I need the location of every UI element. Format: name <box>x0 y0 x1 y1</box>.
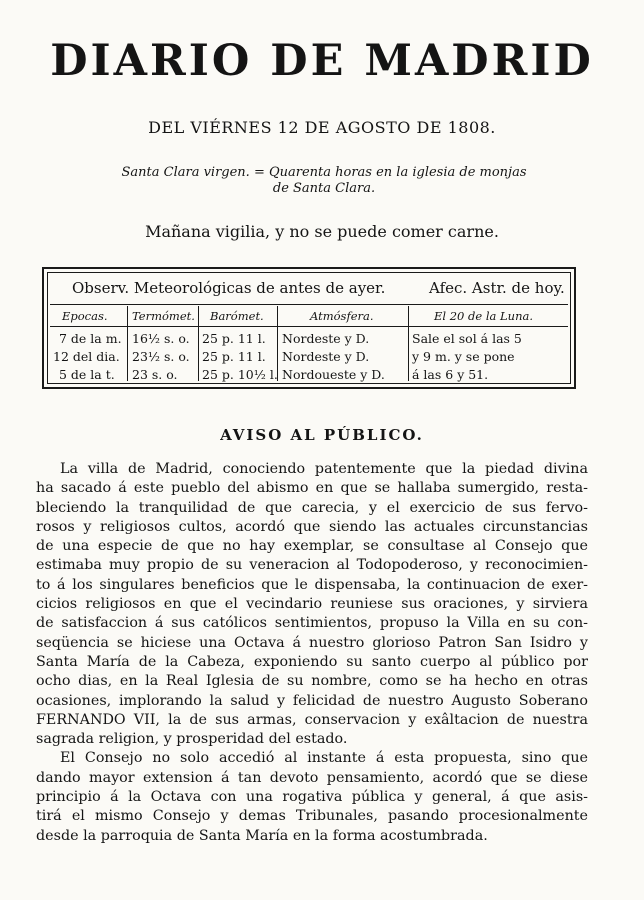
divider <box>50 304 568 305</box>
weather-observations-table <box>42 267 576 389</box>
article-line: de una especie de que no hay exemplar, se consultase al Consejo que <box>36 538 588 555</box>
table-cell: Sale el sol á las 5 <box>412 331 522 346</box>
table-cell: 12 del dia. <box>53 349 120 364</box>
table-cell: 5 de la t. <box>59 367 115 382</box>
article-line: estimaba muy propio de su veneracion al Todopoderoso, y reconocimien- <box>36 557 588 574</box>
weather-table-header: Observ. Meteorológicas de antes de ayer. <box>72 279 386 297</box>
table-cell: 25 p. 11 l. <box>202 349 266 364</box>
table-cell: 23½ s. o. <box>132 349 190 364</box>
article-line: FERNANDO VII, la de sus armas, conservacion y exâltacion de nuestra <box>36 711 588 728</box>
table-cell: Nordoueste y D. <box>282 367 385 382</box>
column-header: Termómet. <box>132 309 195 323</box>
issue-dateline: DEL VIÉRNES 12 DE AGOSTO DE 1808. <box>148 118 496 137</box>
table-cell: 7 de la m. <box>59 331 122 346</box>
column-divider <box>198 306 199 381</box>
table-cell: 25 p. 10½ l. <box>202 367 278 382</box>
article-line: Santa María de la Cabeza, exponiendo su santo cuerpo al público por <box>36 653 588 670</box>
table-cell: y 9 m. y se pone <box>412 349 515 364</box>
column-divider <box>127 306 128 381</box>
table-cell: 23 s. o. <box>132 367 178 382</box>
table-cell: 16½ s. o. <box>132 331 190 346</box>
article-line: de satisfaccion á sus católicos sentimientos, propuso la Villa en su con- <box>36 615 588 632</box>
article-line: El Consejo no solo accedió al instante á esta propuesta, sino que <box>60 750 588 767</box>
article-line: principio á la Octava con una rogativa pública y general, á que asis- <box>36 789 588 806</box>
table-cell: Nordeste y D. <box>282 349 370 364</box>
vigil-notice: Mañana vigilia, y no se puede comer carne. <box>145 222 499 241</box>
article-line: ocho dias, en la Real Iglesia de su nombre, como se ha hecho en otras <box>36 673 588 690</box>
table-cell: á las 6 y 51. <box>412 367 489 382</box>
article-line: bleciendo la tranquilidad de que carecia, y el exercicio de sus fervo- <box>36 499 588 516</box>
article-line: seqüencia se hiciese una Octava á nuestro glorioso Patron San Isidro y <box>36 634 588 651</box>
article-line: rosos y religiosos cultos, acordó que siendo las actuales circunstancias <box>36 518 588 535</box>
column-header: Atmósfera. <box>310 309 374 323</box>
column-header: Epocas. <box>62 309 108 323</box>
saints-line: de Santa Clara. <box>272 181 376 196</box>
article-line: dando mayor extension á tan devoto pensamiento, acordó que se diese <box>36 769 588 786</box>
article-line: cicios religiosos en que el vecindario reuniese sus oraciones, y sirviera <box>36 596 588 613</box>
article-line: to á los singulares beneficios que le dispensaba, la continuacion de exer- <box>36 576 588 593</box>
article-line: ha sacado á este pueblo del abismo en que se hallaba sumergido, resta- <box>36 480 588 497</box>
saints-of-the-day <box>50 165 598 197</box>
article-title: AVISO AL PÚBLICO. <box>220 426 424 444</box>
column-header: El 20 de la Luna. <box>434 309 533 323</box>
table-cell: 25 p. 11 l. <box>202 331 266 346</box>
article-line: tirá el mismo Consejo y demas Tribunales, pasando procesionalmente <box>36 808 588 825</box>
article-line: La villa de Madrid, conociendo patentemente que la piedad divina <box>60 461 588 477</box>
column-divider <box>408 306 409 381</box>
astronomy-table-header: Afec. Astr. de hoy. <box>429 279 565 297</box>
saints-line: Santa Clara virgen. = Quarenta horas en la iglesia de monjas <box>121 165 527 180</box>
newspaper-masthead: DIARIO DE MADRID <box>50 36 594 86</box>
column-header: Barómet. <box>210 309 264 323</box>
article-body <box>36 460 588 846</box>
article-line: desde la parroquia de Santa María en la forma acostumbrada. <box>36 827 488 844</box>
article-line: ocasiones, implorando la salud y felicidad de nuestro Augusto Soberano <box>36 692 588 709</box>
table-cell: Nordeste y D. <box>282 331 370 346</box>
article-line: sagrada religion, y prosperidad del estado. <box>36 731 348 748</box>
